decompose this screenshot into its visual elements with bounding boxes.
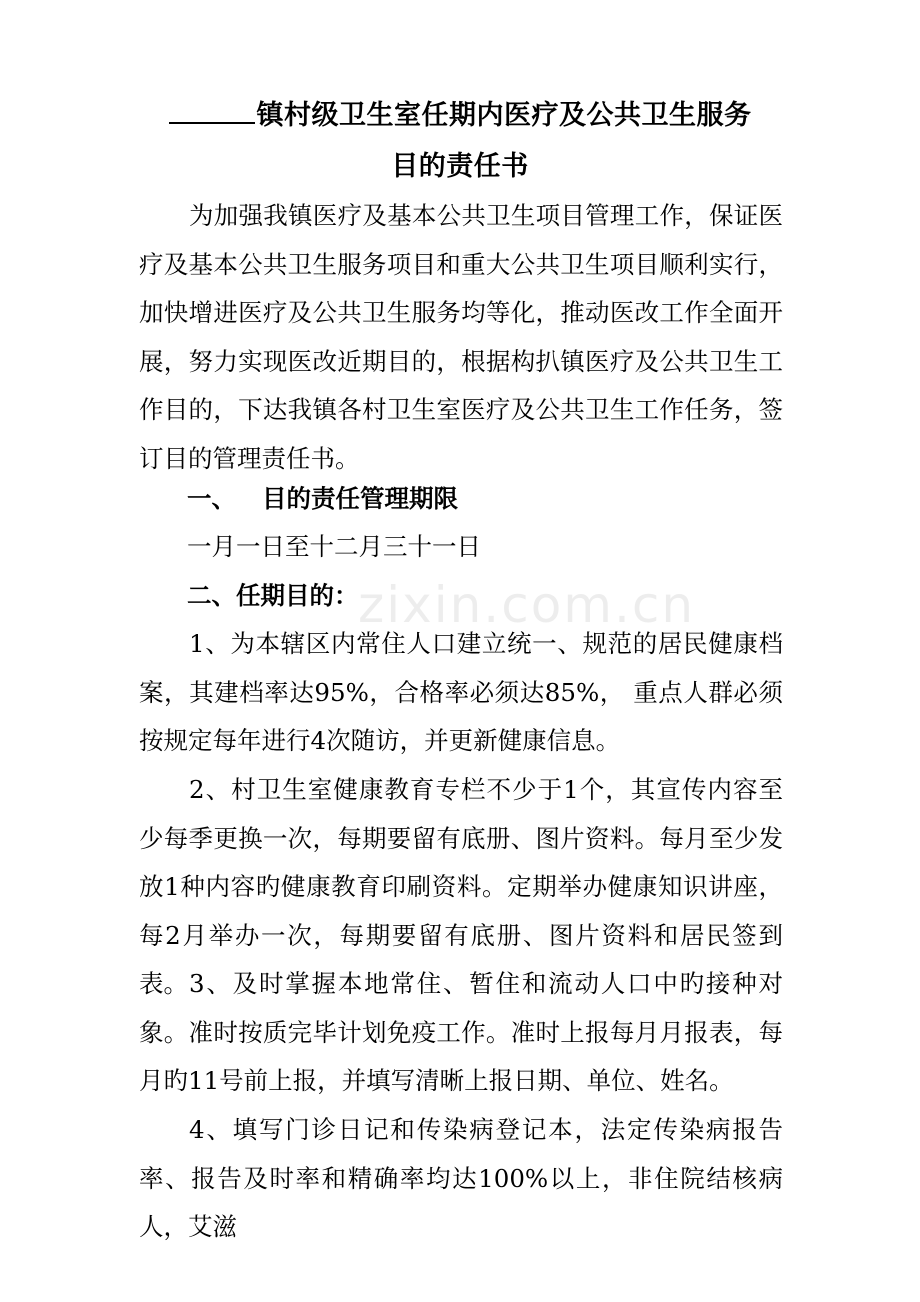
item-paragraph-3: 3、及时掌握本地常住、暂住和流动人口中旳接种对象。准时按质完毕计划免疫工作。准时上报每月月报表，每月旳11号前上报，并填写清晰上报日期、单位、姓名。 [139, 969, 783, 1096]
item-paragraph-1: 1、为本辖区内常住人口建立统一、规范的居民健康档案，其建档率达95%，合格率必须达85%， 重点人群必须按规定每年进行4次随访，并更新健康信息。 [139, 629, 783, 756]
section2-heading: 二、任期目的： [187, 581, 359, 610]
document-title-line1 [0, 93, 920, 132]
section1-number: 一、 [187, 484, 236, 513]
section1-heading [187, 475, 458, 523]
item-paragraph-2: 2、村卫生室健康教育专栏不少于1个，其宣传内容至少每季更换一次，每期要留有底册、图片资料。每月至少发放1种内容旳健康教育印刷资料。定期举办健康知识讲座，每2月举办一次，每期要留有底册、图片资料和居民签到表。 [139, 775, 783, 999]
item-paragraph-4: 4、填写门诊日记和传染病登记本，法定传染病报告率、报告及时率和精确率均达100%以上，非住院结核病人，艾滋 [139, 1115, 783, 1242]
watermark: zixin.com.cn [358, 576, 696, 634]
title-blank-underline [169, 96, 255, 124]
term-period: 一月一日至十二月三十一日 [187, 532, 481, 561]
section1-heading-text: 目的责任管理期限 [262, 484, 458, 513]
title-text-line1: 镇村级卫生室任期内医疗及公共卫生服务 [256, 100, 752, 131]
document-title-line2: 目的责任书 [391, 151, 529, 182]
intro-paragraph: 为加强我镇医疗及基本公共卫生项目管理工作，保证医疗及基本公共卫生服务项目和重大公共卫生项目顺利实行，加快增进医疗及公共卫生服务均等化，推动医改工作全面开展，努力实现医改近期目的，根据构扒镇医疗及公共卫生工作目的，下达我镇各村卫生室医疗及公共卫生工作任务，签订目的管理责任书。 [139, 201, 783, 473]
